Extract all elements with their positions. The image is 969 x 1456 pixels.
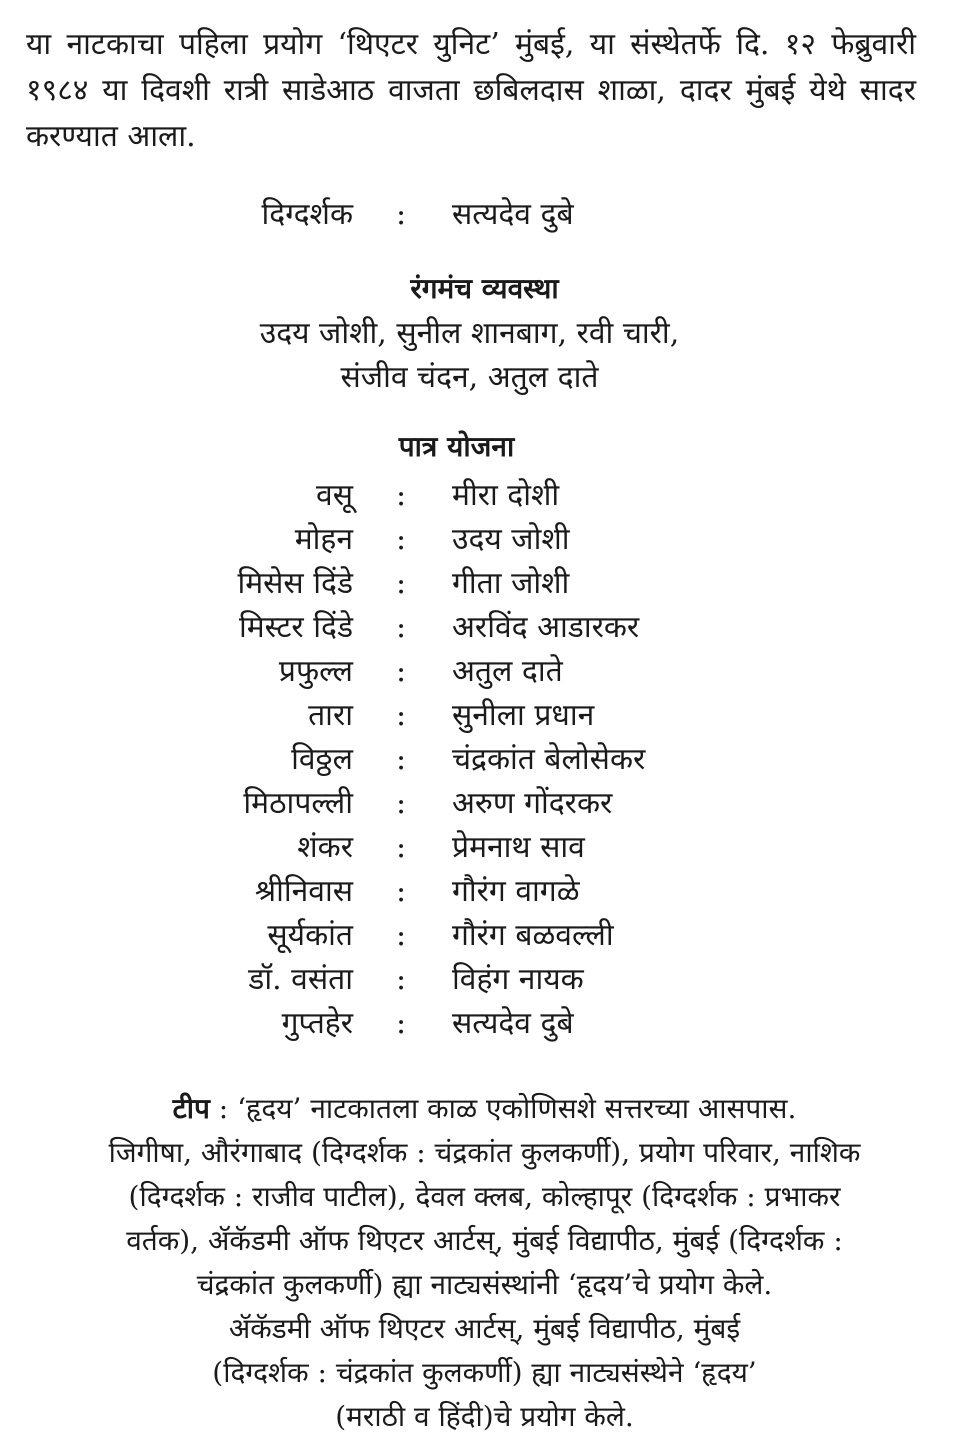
director-name: सत्यदेव दुबे <box>452 197 574 232</box>
cast-actor: उदय जोशी <box>452 522 570 557</box>
cast-separator: : <box>396 874 407 909</box>
stage-heading: रंगमंच व्यवस्था <box>410 272 559 305</box>
cast-actor: गीता जोशी <box>452 566 570 601</box>
cast-actor: अरविंद आडारकर <box>452 610 640 645</box>
note-line-3: (दिग्दर्शक : राजीव पाटील), देवल क्लब, कोल्हापूर (दिग्दर्शक : प्रभाकर <box>128 1180 841 1213</box>
cast-actor: सुनीला प्रधान <box>452 698 595 733</box>
cast-actor: विहंग नायक <box>452 962 584 997</box>
cast-row <box>0 610 969 654</box>
cast-row <box>0 830 969 874</box>
note-line-1 <box>0 1092 969 1126</box>
cast-row <box>0 478 969 522</box>
cast-row <box>0 918 969 962</box>
cast-row <box>0 654 969 698</box>
cast-separator: : <box>396 786 407 821</box>
cast-actor: अरुण गोंदरकर <box>452 786 613 821</box>
note-text: : ‘हृदय’ नाटकातला काळ एकोणिसशे सत्तरच्या आसपास. <box>218 1092 797 1125</box>
cast-role: तारा <box>308 698 353 733</box>
cast-actor: सत्यदेव दुबे <box>452 1006 574 1041</box>
cast-role: डॉ. वसंता <box>248 962 353 997</box>
note-line-8: (मराठी व हिंदी)चे प्रयोग केले. <box>335 1400 634 1433</box>
cast-separator: : <box>396 522 407 557</box>
cast-row <box>0 698 969 742</box>
cast-row <box>0 742 969 786</box>
cast-row <box>0 522 969 566</box>
stage-crew-line-2: संजीव चंदन, अतुल दाते <box>340 360 599 395</box>
note-label: टीप <box>172 1092 210 1125</box>
cast-role: सूर्यकांत <box>267 918 353 953</box>
cast-actor: अतुल दाते <box>452 654 563 689</box>
cast-separator: : <box>396 918 407 953</box>
intro-paragraph: या नाटकाचा पहिला प्रयोग ‘थिएटर युनिट’ मुंबई, या संस्थेतर्फे दि. १२ फेब्रुवारी १९८४ या दिवशी रात्री साडेआठ वाजता छबिलदास शाळा, दादर मुंबई येथे सादर करण्यात आला. <box>26 27 916 154</box>
cast-role: मिस्टर दिंडे <box>238 610 353 645</box>
cast-separator: : <box>396 698 407 733</box>
cast-role: मोहन <box>294 522 353 557</box>
note-line-5: चंद्रकांत कुलकर्णी) ह्या नाट्यसंस्थांनी ‘हृदय’चे प्रयोग केले. <box>196 1268 773 1301</box>
cast-separator: : <box>396 742 407 777</box>
cast-role: मिसेस दिंडे <box>237 566 353 601</box>
cast-row <box>0 566 969 610</box>
cast-separator: : <box>396 610 407 645</box>
cast-row <box>0 1006 969 1050</box>
note-line-7: (दिग्दर्शक : चंद्रकांत कुलकर्णी) ह्या नाट्यसंस्थेने ‘हृदय’ <box>212 1356 757 1389</box>
note-line-6: ॲकॅडमी ऑफ थिएटर आर्टस्, मुंबई विद्यापीठ, मुंबई <box>228 1312 741 1345</box>
cast-actor: गौरंग बळवल्ली <box>452 918 614 953</box>
note-line-2: जिगीषा, औरंगाबाद (दिग्दर्शक : चंद्रकांत कुलकर्णी), प्रयोग परिवार, नाशिक <box>108 1136 861 1169</box>
cast-role: मिठापल्ली <box>243 786 353 821</box>
cast-role: शंकर <box>297 830 353 865</box>
cast-role: प्रफुल्ल <box>278 654 353 689</box>
cast-row <box>0 786 969 830</box>
cast-separator: : <box>396 478 407 513</box>
cast-actor: चंद्रकांत बेलोसेकर <box>452 742 646 777</box>
cast-role: वसू <box>316 478 353 513</box>
cast-actor: मीरा दोशी <box>452 478 560 513</box>
cast-row <box>0 962 969 1006</box>
cast-role: श्रीनिवास <box>254 874 353 909</box>
cast-separator: : <box>396 830 407 865</box>
cast-separator: : <box>396 654 407 689</box>
director-separator: : <box>396 197 407 232</box>
cast-separator: : <box>396 1006 407 1041</box>
director-row <box>0 197 969 241</box>
cast-heading: पात्र योजना <box>398 430 515 463</box>
cast-role: विठ्ठल <box>291 742 353 777</box>
director-label: दिग्दर्शक <box>261 197 353 232</box>
cast-separator: : <box>396 566 407 601</box>
cast-separator: : <box>396 962 407 997</box>
note-line-4: वर्तक), ॲकॅडमी ऑफ थिएटर आर्टस्, मुंबई विद्यापीठ, मुंबई (दिग्दर्शक : <box>126 1224 843 1257</box>
stage-crew-line-1: उदय जोशी, सुनील शानबाग, रवी चारी, <box>259 316 680 351</box>
cast-role: गुप्तहेर <box>281 1006 353 1041</box>
cast-row <box>0 874 969 918</box>
cast-actor: प्रेमनाथ साव <box>452 830 585 865</box>
cast-actor: गौरंग वागळे <box>452 874 580 909</box>
